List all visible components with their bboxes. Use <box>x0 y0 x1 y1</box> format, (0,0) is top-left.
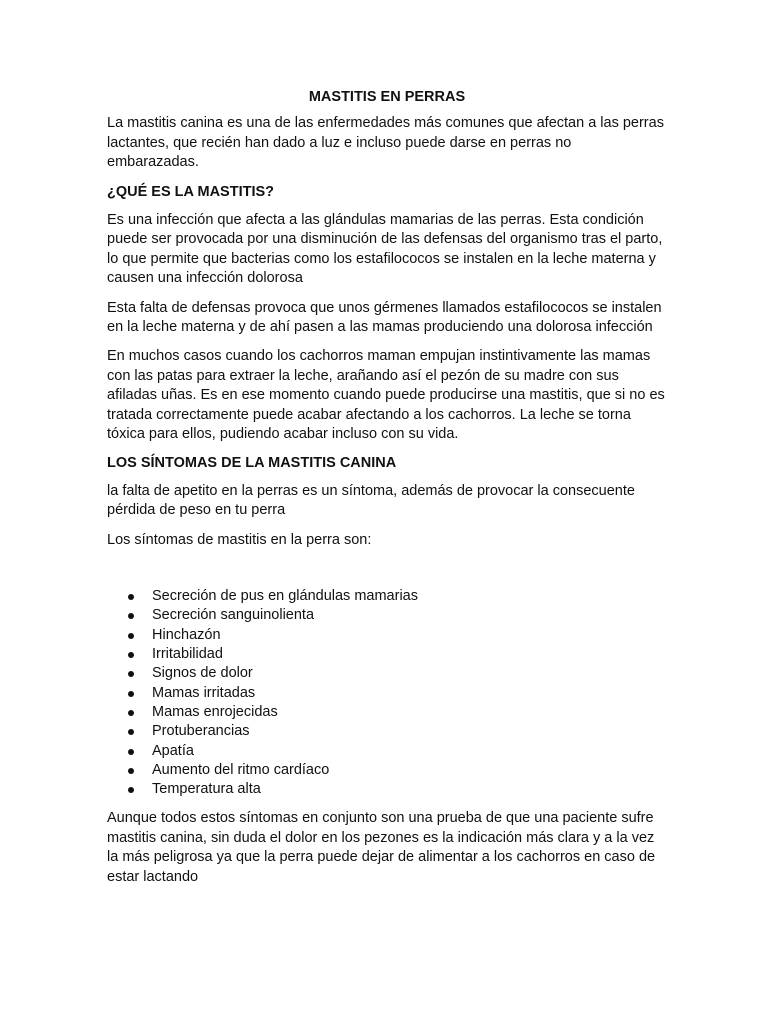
list-item <box>107 703 667 722</box>
list-item <box>107 742 667 761</box>
paragraph-defenses: Esta falta de defensas provoca que unos gérmenes llamados estafilococos se instalen en la leche materna y de ahí pasen a las mamas produciendo una dolorosa infección <box>107 299 662 336</box>
paragraph-appetite: la falta de apetito en la perras es un síntoma, además de provocar la consecuente pérdida de peso en tu perra <box>107 482 635 519</box>
list-item-text: Secreción de pus en glándulas mamarias <box>152 588 418 605</box>
bullet-icon <box>128 787 134 793</box>
paragraph-closing: Aunque todos estos síntomas en conjunto son una prueba de que una paciente sufre mastitis canina, sin duda el dolor en los pezones es la indicación más clara y a la vez la más peligrosa ya que la perra puede dejar de alimentar a los cachorros en caso de estar lactando <box>107 810 656 885</box>
bullet-icon <box>128 633 134 639</box>
bullet-icon <box>128 768 134 774</box>
list-item <box>107 626 667 645</box>
bullet-icon <box>128 652 134 658</box>
section-heading-symptoms: LOS SÍNTOMAS DE LA MASTITIS CANINA <box>107 454 397 471</box>
bullet-icon <box>128 710 134 716</box>
bullet-icon <box>128 671 134 677</box>
list-item <box>107 684 667 703</box>
list-item-text: Irritabilidad <box>152 646 223 663</box>
list-item-text: Aumento del ritmo cardíaco <box>152 761 330 778</box>
section-heading-what-is: ¿QUÉ ES LA MASTITIS? <box>107 183 275 200</box>
list-item-text: Apatía <box>152 742 194 759</box>
paragraph-symptoms-intro: Los síntomas de mastitis en la perra son: <box>107 531 372 548</box>
document-title: MASTITIS EN PERRAS <box>308 89 466 105</box>
bullet-icon <box>128 729 134 735</box>
paragraph-puppies: En muchos casos cuando los cachorros maman empujan instintivamente las mamas con las patas para extraer la leche, arañando así el pezón de su madre con sus afiladas uñas. Es en ese momento cuando puede producirse una mastitis, que si no es tratada correctamente puede acabar afectando a los cachorros. La leche se torna tóxica para ellos, pudiendo acabar incluso con su vida. <box>107 348 665 443</box>
blank-line <box>107 560 667 587</box>
list-item <box>107 587 667 606</box>
list-item-text: Secreción sanguinolienta <box>152 607 315 624</box>
list-item <box>107 606 667 625</box>
list-item <box>107 722 667 741</box>
list-item-text: Hinchazón <box>152 626 221 643</box>
list-item-text: Temperatura alta <box>152 781 261 798</box>
list-item <box>107 780 667 799</box>
symptoms-list <box>107 587 667 799</box>
intro-paragraph: La mastitis canina es una de las enfermedades más comunes que afectan a las perras lactantes, que recién han dado a luz e incluso puede darse en perras no embarazadas. <box>107 115 664 171</box>
bullet-icon <box>128 691 134 697</box>
list-item-text: Signos de dolor <box>152 665 253 682</box>
bullet-icon <box>128 749 134 755</box>
list-item-text: Mamas irritadas <box>152 684 256 701</box>
list-item <box>107 761 667 780</box>
list-item-text: Mamas enrojecidas <box>152 703 278 720</box>
document-page <box>107 88 667 897</box>
list-item <box>107 645 667 664</box>
paragraph-definition: Es una infección que afecta a las glándulas mamarias de las perras. Esta condición puede ser provocada por una disminución de las defensas del organismo tras el parto, lo que permite que bacterias como los estafilococos se instalen en la leche materna y causen una infección dolorosa <box>107 212 663 287</box>
list-item-text: Protuberancias <box>152 723 250 740</box>
bullet-icon <box>128 613 134 619</box>
bullet-icon <box>128 594 134 600</box>
list-item <box>107 664 667 683</box>
